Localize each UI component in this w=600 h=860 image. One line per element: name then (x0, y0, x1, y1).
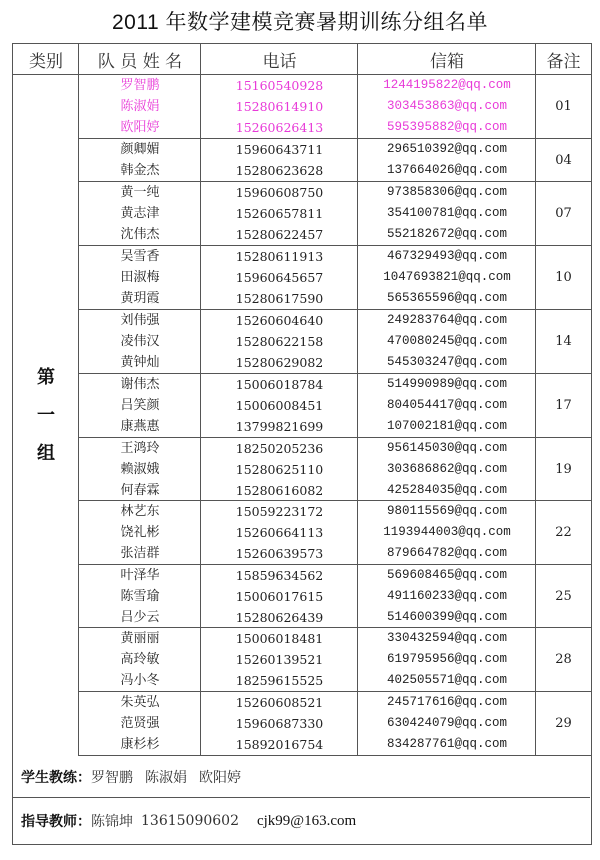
table-row (79, 480, 508, 501)
table-row (79, 713, 508, 734)
table-row (79, 522, 511, 543)
member-phone: 15260139521 (235, 652, 324, 667)
member-name: 赖淑娥 (120, 462, 160, 477)
member-name: 田淑梅 (120, 270, 160, 285)
table-row (79, 649, 508, 670)
member-name: 王鸿玲 (120, 441, 160, 456)
student-coach-name: 欧阳婷 (199, 769, 241, 786)
table-row (79, 224, 508, 245)
group-block (79, 692, 591, 756)
advisor-label: 指导教师： (21, 814, 91, 830)
category-char: 第 (37, 366, 55, 388)
member-email: 514990989@qq.com (386, 377, 508, 391)
member-phone: 15960643711 (235, 142, 324, 157)
advisor-phone: 13615090602 (141, 813, 239, 829)
member-email: 354100781@qq.com (386, 206, 508, 220)
member-name: 吕少云 (120, 610, 160, 625)
group-note: 10 (555, 270, 572, 285)
member-email: 569608465@qq.com (386, 568, 508, 582)
group-block (79, 246, 591, 310)
member-phone: 15160540928 (235, 78, 324, 93)
table-row (79, 607, 508, 628)
member-phone: 18259615525 (235, 673, 324, 688)
member-phone: 15006018481 (235, 631, 324, 646)
member-name: 黄一纯 (120, 185, 160, 200)
member-phone: 15280629082 (235, 355, 324, 370)
member-phone: 15260604640 (235, 313, 324, 328)
advisor-row (13, 798, 590, 844)
table-row (79, 416, 508, 437)
member-phone: 15960687330 (235, 716, 324, 731)
table-row (79, 182, 508, 203)
member-phone: 15280625110 (235, 462, 324, 477)
member-phone: 15260664113 (235, 525, 324, 540)
member-phone: 15280617590 (235, 291, 324, 306)
table-row (79, 692, 508, 713)
table-row (79, 203, 508, 224)
member-email: 470080245@qq.com (386, 334, 508, 348)
member-name: 高玲敏 (120, 652, 160, 667)
member-phone: 15960645657 (235, 270, 324, 285)
member-phone: 15280626439 (235, 610, 324, 625)
member-name: 何春霖 (120, 483, 160, 498)
header-category: 类别 (13, 44, 79, 75)
student-coach-name: 罗智鹏 (91, 769, 133, 786)
member-phone: 15280622158 (235, 334, 324, 349)
table-row (79, 628, 508, 649)
roster-table (12, 43, 592, 845)
table-row (79, 267, 511, 288)
member-email: 619795956@qq.com (386, 652, 508, 666)
member-name: 陈雪瑜 (120, 589, 160, 604)
group-note: 04 (555, 152, 572, 168)
group-block (79, 139, 591, 182)
table-row (79, 565, 508, 586)
group-note: 14 (555, 334, 572, 349)
table-row (79, 395, 508, 416)
member-email: 514600399@qq.com (386, 610, 508, 624)
member-email: 879664782@qq.com (386, 546, 508, 560)
member-email: 249283764@qq.com (386, 313, 508, 327)
header-phone: 电话 (201, 44, 358, 75)
header-note: 备注 (536, 44, 591, 75)
member-name: 黄丽丽 (120, 631, 160, 646)
member-name: 林艺东 (120, 504, 160, 519)
table-row (79, 543, 508, 564)
table-row (79, 586, 508, 607)
member-email: 956145030@qq.com (386, 441, 508, 455)
member-phone: 15260626413 (235, 120, 324, 135)
member-name: 黄玥霞 (120, 291, 160, 306)
member-phone: 15006018784 (235, 377, 324, 392)
table-row (79, 160, 508, 181)
member-name: 叶泽华 (120, 568, 160, 583)
member-phone: 15280623628 (235, 163, 324, 178)
member-phone: 15280622457 (235, 227, 324, 242)
table-row (79, 438, 508, 459)
table-row (79, 501, 508, 522)
member-email: 973858306@qq.com (386, 185, 508, 199)
table-row (79, 670, 508, 691)
table-row (79, 459, 508, 480)
member-phone: 15006008451 (235, 398, 324, 413)
member-email: 595395882@qq.com (386, 120, 508, 134)
member-name: 谢伟杰 (120, 377, 160, 392)
category-char: 组 (37, 442, 55, 464)
group-block (79, 374, 591, 438)
student-coach-name: 陈淑娟 (145, 769, 187, 786)
member-phone: 15260639573 (235, 546, 324, 561)
member-name: 饶礼彬 (120, 525, 160, 540)
member-email: 330432594@qq.com (386, 631, 508, 645)
member-name: 黄钟灿 (120, 355, 160, 370)
table-row (79, 734, 508, 755)
member-name: 康杉杉 (120, 737, 160, 752)
table-row (79, 117, 508, 138)
member-email: 552182672@qq.com (386, 227, 508, 241)
member-phone: 15960608750 (235, 185, 324, 200)
group-block (79, 501, 591, 565)
student-coaches-row (13, 756, 590, 798)
header-members: 队 员 姓 名 (79, 44, 201, 75)
category-char: 一 (37, 404, 55, 426)
member-phone: 15260657811 (235, 206, 324, 221)
member-phone: 15280611913 (235, 249, 324, 264)
member-email: 107002181@qq.com (386, 419, 508, 433)
member-email: 303686862@qq.com (386, 462, 508, 476)
group-note: 25 (555, 588, 572, 604)
member-email: 1193944003@qq.com (383, 525, 511, 539)
member-name: 罗智鹏 (120, 78, 160, 93)
member-email: 1244195822@qq.com (383, 78, 511, 92)
member-phone: 15859634562 (235, 568, 324, 583)
advisor-email: cjk99@163.com (256, 812, 357, 829)
member-phone: 15892016754 (235, 737, 324, 752)
advisor-name: 陈锦坤 (91, 814, 133, 830)
group-block (79, 310, 591, 374)
table-row (79, 139, 508, 160)
category-label (13, 75, 79, 756)
member-phone: 15280614910 (235, 99, 324, 114)
member-phone: 15280616082 (235, 483, 324, 498)
member-name: 范贤强 (120, 716, 160, 731)
member-phone: 15260608521 (235, 695, 324, 710)
member-name: 颜卿媚 (120, 142, 160, 157)
member-name: 吴雪香 (120, 249, 160, 264)
group-note: 01 (555, 99, 572, 114)
table-row (79, 288, 508, 309)
member-name: 凌伟汉 (120, 334, 160, 349)
group-block (79, 182, 591, 246)
member-email: 630424079@qq.com (386, 716, 508, 730)
group-note: 29 (555, 716, 572, 731)
member-email: 804054417@qq.com (386, 398, 508, 412)
member-name: 康燕惠 (120, 419, 160, 434)
member-email: 545303247@qq.com (386, 355, 508, 369)
group-block (79, 565, 591, 628)
member-email: 565365596@qq.com (386, 291, 508, 305)
member-name: 吕笑颜 (120, 398, 160, 413)
member-email: 402505571@qq.com (386, 673, 508, 687)
member-email: 491160233@qq.com (386, 589, 508, 603)
table-row (79, 331, 508, 352)
group-note: 19 (555, 461, 572, 477)
member-phone: 15059223172 (235, 504, 324, 519)
member-name: 张洁群 (120, 546, 160, 561)
member-phone: 15006017615 (235, 589, 324, 604)
member-email: 467329493@qq.com (386, 249, 508, 263)
group-block (79, 75, 591, 139)
member-name: 冯小冬 (120, 673, 160, 688)
group-note: 17 (555, 398, 572, 413)
table-row (79, 75, 511, 96)
group-note: 07 (555, 206, 572, 221)
group-note: 22 (555, 525, 572, 540)
member-name: 朱英弘 (120, 695, 160, 710)
table-row (79, 352, 508, 373)
table-row (79, 374, 508, 395)
table-row (79, 310, 508, 331)
member-name: 黄志津 (120, 206, 160, 221)
table-row (79, 96, 508, 117)
member-email: 245717616@qq.com (386, 695, 508, 709)
student-coaches-label: 学生教练： (21, 769, 91, 786)
group-note: 28 (555, 652, 572, 667)
member-phone: 13799821699 (235, 419, 324, 434)
document-title: 2011 年数学建模竞赛暑期训练分组名单 (112, 11, 488, 34)
member-email: 296510392@qq.com (386, 142, 508, 156)
header-email: 信箱 (358, 44, 536, 75)
member-email: 425284035@qq.com (386, 483, 508, 497)
member-name: 陈淑娟 (120, 99, 160, 114)
member-name: 沈伟杰 (120, 227, 160, 242)
member-email: 303453863@qq.com (386, 99, 508, 113)
member-name: 韩金杰 (120, 163, 160, 178)
member-email: 834287761@qq.com (386, 737, 508, 751)
table-row (79, 246, 508, 267)
member-name: 欧阳婷 (120, 120, 160, 135)
group-block (79, 438, 591, 501)
member-email: 1047693821@qq.com (383, 270, 511, 284)
member-phone: 18250205236 (235, 441, 324, 456)
member-email: 980115569@qq.com (386, 504, 508, 518)
group-block (79, 628, 591, 692)
member-name: 刘伟强 (120, 313, 160, 328)
member-email: 137664026@qq.com (386, 163, 508, 177)
